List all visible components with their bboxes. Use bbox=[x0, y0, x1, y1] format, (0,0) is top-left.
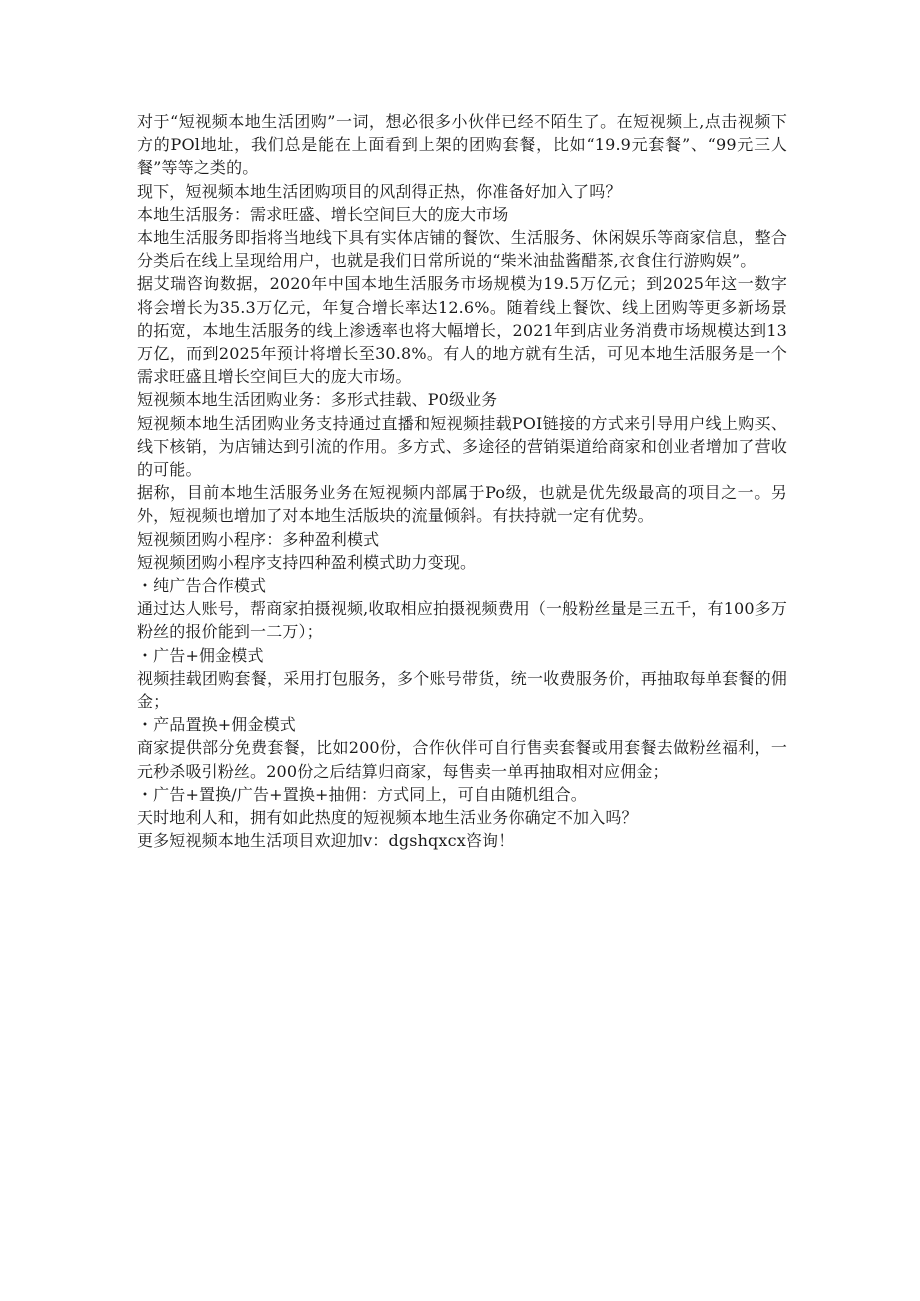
mode-combined: ・广告+置换/广告+置换+抽佣：方式同上，可自由随机组合。 bbox=[137, 784, 587, 804]
mode-ad-only-text: 通过达人账号，帮商家拍摄视频,收取相应拍摄视频费用（一般粉丝量是三五千，有100多万粉丝的报价能到一二万）； bbox=[137, 599, 787, 642]
lead-question: 现下，短视频本地生活团购项目的风刮得正热，你准备好加入了吗？ bbox=[137, 181, 622, 201]
mode-exchange-commission-heading: ・产品置换+佣金模式 bbox=[137, 715, 296, 735]
section-heading-business: 短视频本地生活团购业务：多形式挂载、P0级业务 bbox=[137, 390, 498, 410]
mode-exchange-commission-text: 商家提供部分免费套餐，比如200份，合作伙伴可自行售卖套餐或用套餐去做粉丝福利，一元秒杀吸引粉丝。200份之后结算归商家，每售卖一单再抽取相对应佣金； bbox=[137, 738, 787, 781]
mode-ad-commission-text: 视频挂载团购套餐，采用打包服务，多个账号带货，统一收费服务价，再抽取每单套餐的佣金； bbox=[137, 668, 787, 712]
market-data-paragraph: 据艾瑞咨询数据，2020年中国本地生活服务市场规模为19.5万亿元；到2025年这一数字将会增长为35.3万亿元，年复合增长率达12.6%。随着线上餐饮、线上团购等更多新场景的拓宽，本地生活服务的线上渗透率也将大幅增长，2021年到店业务消费市场规模达到13万亿，而到2025年预计将增长至30.8%。有人的地方就有生活，可见本地生活服务是一个需求旺盛且增长空间巨大的庞大市场。 bbox=[137, 274, 787, 387]
intro-paragraph: 对于“短视频本地生活团购”一词，想必很多小伙伴已经不陌生了。在短视频上,点击视频下方的POl地址，我们总是能在上面看到上架的团购套餐，比如“19.9元套餐”、“99元三人餐”等等之类的。 bbox=[137, 112, 787, 178]
document-body bbox=[137, 110, 787, 853]
business-paragraph: 短视频本地生活团购业务支持通过直播和短视频挂载POI链接的方式来引导用户线上购买、线下核销，为店铺达到引流的作用。多方式、多途径的营销渠道给商家和创业者增加了营收的可能。 bbox=[137, 413, 787, 480]
priority-paragraph: 据称，目前本地生活服务业务在短视频内部属于Po级，也就是优先级最高的项目之一。另外，短视频也增加了对本地生活版块的流量倾斜。有扶持就一定有优势。 bbox=[137, 483, 787, 526]
closing-question: 天时地利人和，拥有如此热度的短视频本地生活业务你确定不加入吗？ bbox=[137, 808, 638, 828]
section-heading-miniprogram: 短视频团购小程序：多种盈利模式 bbox=[137, 529, 380, 549]
market-definition-paragraph: 本地生活服务即指将当地线下具有实体店铺的餐饮、生活服务、休闲娱乐等商家信息，整合分类后在线上呈现给用户，也就是我们日常所说的“柴米油盐酱醋茶,衣食住行游购娱”。 bbox=[137, 228, 787, 271]
mode-ad-commission-heading: ・广告+佣金模式 bbox=[137, 645, 264, 665]
contact-line: 更多短视频本地生活项目欢迎加v：dgshqxcx咨询！ bbox=[137, 831, 515, 851]
miniprogram-intro: 短视频团购小程序支持四种盈利模式助力变现。 bbox=[137, 552, 477, 572]
mode-ad-only-heading: ・纯广告合作模式 bbox=[137, 576, 267, 596]
section-heading-market: 本地生活服务：需求旺盛、增长空间巨大的庞大市场 bbox=[137, 204, 509, 224]
